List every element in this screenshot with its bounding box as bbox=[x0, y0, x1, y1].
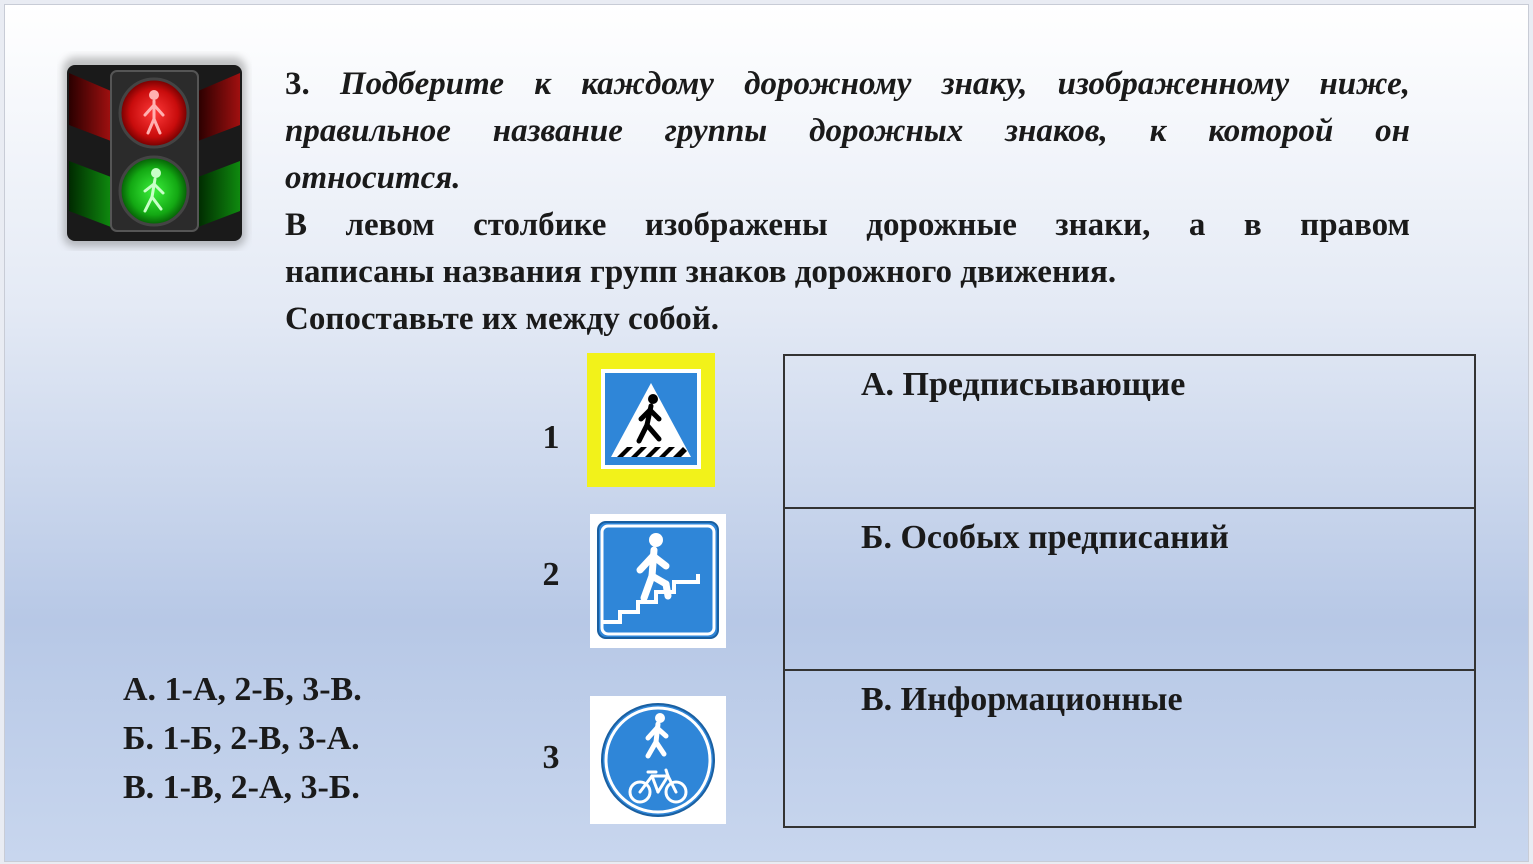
group-cell-a bbox=[785, 356, 1474, 509]
answer-options bbox=[123, 665, 362, 812]
sign-number-1: 1 bbox=[542, 419, 560, 456]
question-title-line-3: относится. bbox=[285, 160, 461, 196]
group-label-b: Б. Особых предписаний bbox=[861, 519, 1229, 556]
answer-option-b[interactable]: Б. 1-Б, 2-В, 3-А. bbox=[123, 720, 360, 757]
question-number: 3. bbox=[285, 66, 310, 102]
instruction-line-3: Сопоставьте их между собой. bbox=[285, 301, 719, 337]
group-label-c: В. Информационные bbox=[861, 681, 1183, 718]
question-title-line-2: правильное название группы дорожных знаков, к которой он bbox=[285, 113, 1410, 149]
question-title-line-1: 3. Подберите к каждому дорожному знаку, изображенному ниже, bbox=[285, 66, 1411, 102]
group-cell-c bbox=[785, 671, 1474, 828]
sign-number-2: 2 bbox=[542, 556, 560, 593]
pedestrian-crossing-sign-icon bbox=[587, 353, 715, 487]
answer-option-a[interactable]: А. 1-А, 2-Б, 3-В. bbox=[123, 671, 362, 708]
instruction-line-1: В левом столбике изображены дорожные знаки, а в правом bbox=[285, 207, 1410, 243]
question-block bbox=[285, 61, 1410, 343]
pedestrian-and-bicycle-path-sign-icon bbox=[590, 696, 726, 824]
sign-number-3: 3 bbox=[542, 739, 560, 776]
answer-option-c[interactable]: В. 1-В, 2-А, 3-Б. bbox=[123, 769, 360, 806]
traffic-light-icon bbox=[57, 51, 252, 251]
underground-pedestrian-crossing-sign-icon bbox=[590, 514, 726, 648]
slide bbox=[4, 4, 1529, 862]
group-cell-b bbox=[785, 509, 1474, 671]
instruction-line-2: написаны названия групп знаков дорожного движения. bbox=[285, 254, 1117, 290]
group-label-a: А. Предписывающие bbox=[861, 366, 1186, 403]
groups-table bbox=[783, 354, 1476, 828]
